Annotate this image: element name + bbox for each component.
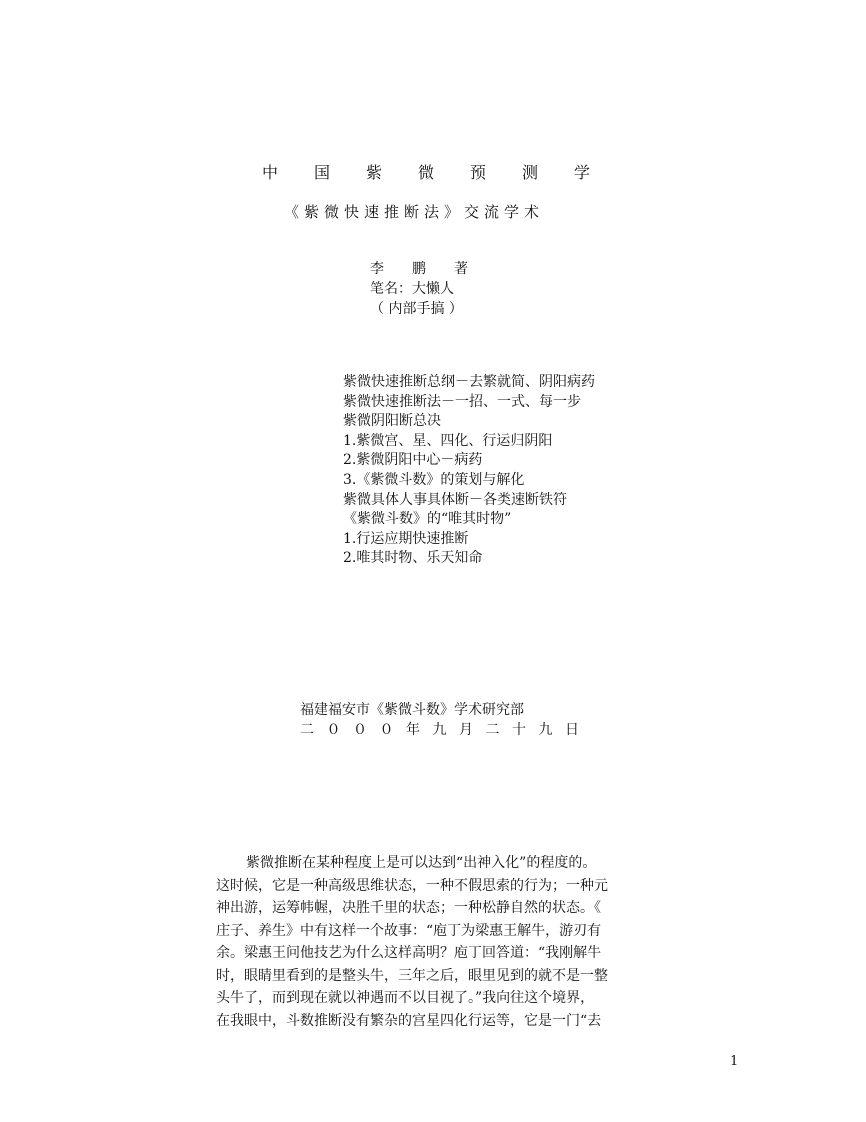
toc-item: 2.唯其时物、乐天知命	[343, 550, 483, 567]
date-char: 二	[485, 722, 500, 738]
date-char: 月	[459, 722, 473, 738]
body-line: 庄子、养生》中有这样一个故事：“庖丁为梁惠王解牛，游刃有	[216, 922, 602, 939]
author-note: （ 内部手搞 ）	[370, 301, 463, 317]
org-block	[300, 700, 592, 740]
title-char: 中	[262, 163, 279, 182]
document-subtitle: 《紫微快速推断法》交流学术	[284, 203, 545, 221]
toc-item: 2.紫微阴阳中心－病药	[343, 452, 483, 469]
title-char: 紫	[366, 163, 383, 182]
date-char: 日	[565, 722, 579, 738]
author-block	[370, 259, 496, 319]
table-of-contents	[343, 373, 595, 569]
title-char: 国	[314, 163, 331, 182]
date-char: 年	[406, 722, 420, 738]
toc-item: 《紫微斗数》的“唯其时物”	[343, 511, 512, 528]
toc-item: 紫微快速推断总纲－去繁就简、阴阳病药	[343, 374, 595, 390]
title-char: 微	[418, 163, 435, 182]
body-line: 余。梁惠王问他技艺为什么这样高明？庖丁回答道：“我刚解牛	[216, 945, 602, 961]
publication-date	[300, 720, 592, 740]
title-char: 学	[574, 163, 591, 182]
title-char: 测	[522, 163, 539, 182]
date-char: 十	[512, 722, 526, 738]
author-pen-name: 笔名：大懒人	[370, 281, 454, 297]
body-line: 头牛了，而到现在就以神遇而不以目视了。”我向往这个境界，	[216, 990, 595, 1006]
toc-item: 3.《紫微斗数》的策划与解化	[343, 471, 525, 488]
toc-item: 紫微阴阳断总决	[343, 413, 441, 430]
toc-item: 紫微快速推断法－一招、一式、每一步	[343, 393, 581, 410]
author-name	[370, 259, 496, 279]
body-line: 紫微推断在某种程度上是可以达到“出神入化”的程度的。	[246, 855, 597, 871]
body-paragraph	[216, 852, 636, 1032]
body-line: 在我眼中，斗数推断没有繁杂的宫星四化行运等，它是一门“去	[216, 1012, 602, 1029]
toc-item: 紫微具体人事具体断－各类速断铁符	[343, 491, 567, 508]
date-char: 九	[432, 722, 447, 738]
title-char: 预	[470, 163, 487, 182]
document-title	[262, 160, 626, 183]
body-line: 时，眼睛里看到的是整头牛，三年之后，眼里见到的就不是一整	[216, 967, 608, 984]
body-line: 神出游，运筹帏幄，决胜千里的状态；一种松静自然的状态。《	[216, 900, 601, 916]
date-char: ０	[326, 722, 341, 738]
date-char: 二	[300, 722, 314, 738]
date-char: 九	[538, 722, 553, 738]
toc-item: 1.紫微宫、星、四化、行运归阴阳	[343, 432, 553, 449]
author-name-char: 著	[454, 261, 468, 277]
author-name-char: 鹏	[412, 261, 426, 277]
date-char: ０	[353, 722, 367, 738]
body-line: 这时候，它是一种高级思维状态，一种不假思索的行为；一种元	[216, 877, 608, 894]
date-char: ０	[379, 722, 394, 738]
toc-item: 1.行运应期快速推断	[343, 530, 469, 547]
author-name-char: 李	[370, 261, 384, 277]
organization-name: 福建福安市《紫微斗数》学术研究部	[300, 702, 524, 718]
page-number: 1	[730, 1054, 739, 1069]
